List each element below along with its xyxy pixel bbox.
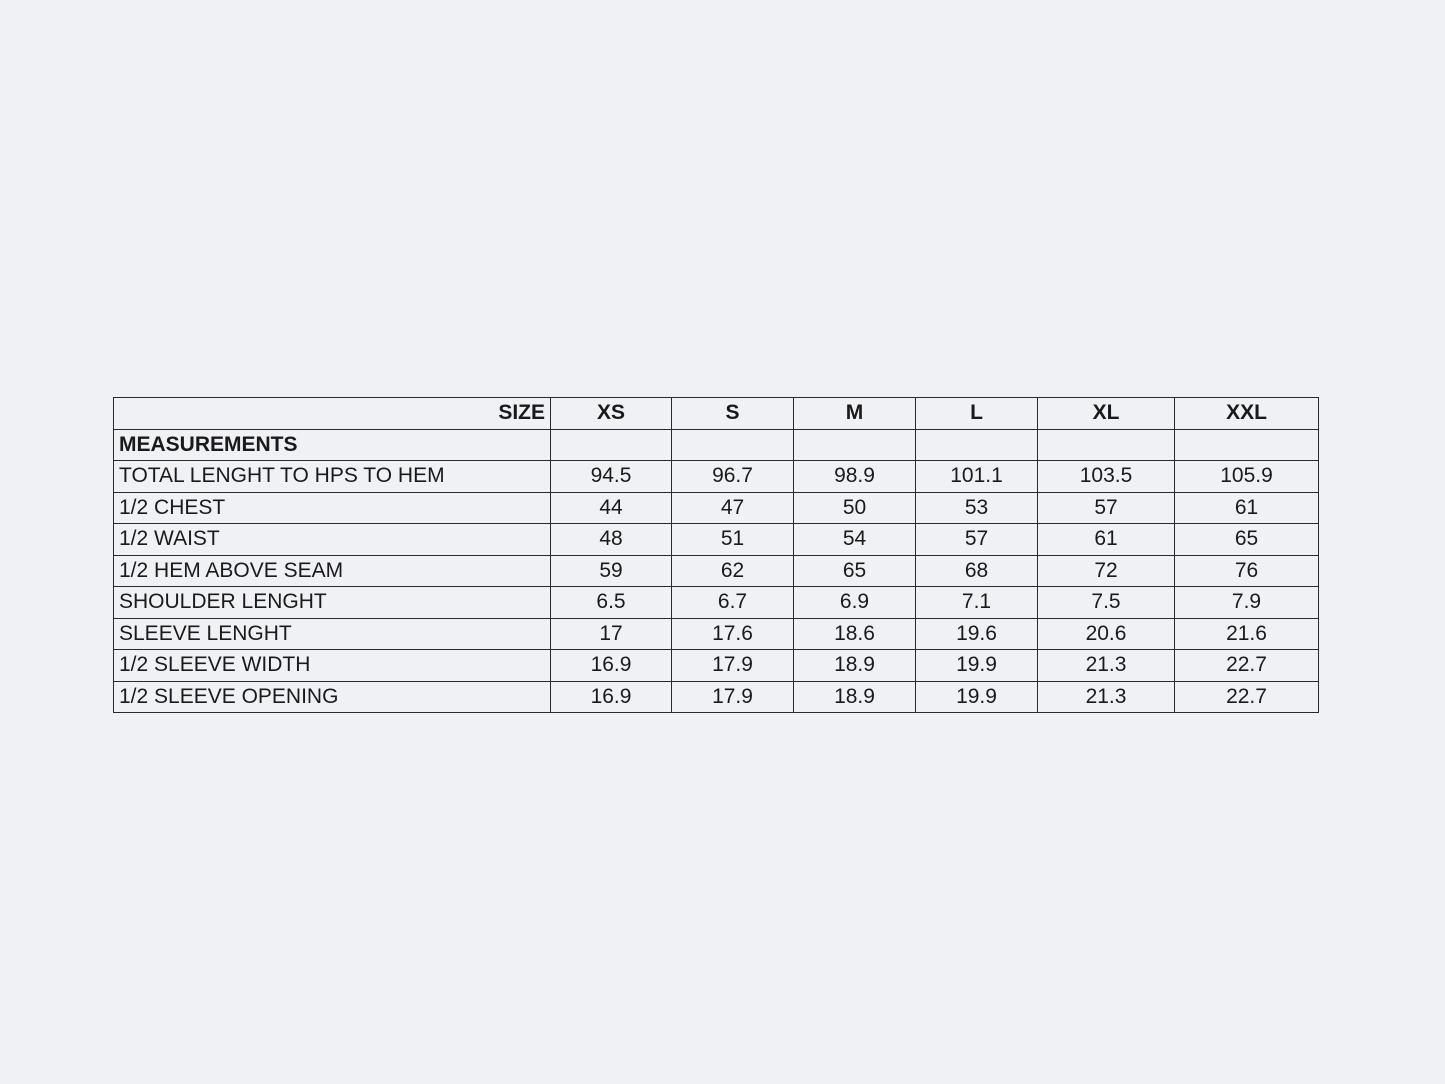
row-label: 1/2 SLEEVE WIDTH — [114, 650, 551, 682]
empty-cell — [551, 429, 672, 461]
table-row — [114, 681, 1319, 713]
row-label: TOTAL LENGHT TO HPS TO HEM — [114, 461, 551, 493]
table-cell: 16.9 — [551, 650, 672, 682]
size-header-xs: XS — [551, 398, 672, 430]
table-cell: 16.9 — [551, 681, 672, 713]
table-row — [114, 461, 1319, 493]
row-label: 1/2 CHEST — [114, 492, 551, 524]
table-row — [114, 524, 1319, 556]
empty-cell — [794, 429, 916, 461]
table-cell: 96.7 — [672, 461, 794, 493]
measurements-section-row — [114, 429, 1319, 461]
table-cell: 61 — [1175, 492, 1319, 524]
table-cell: 17.9 — [672, 650, 794, 682]
size-header-row — [114, 398, 1319, 430]
table-cell: 17 — [551, 618, 672, 650]
table-cell: 21.3 — [1038, 650, 1175, 682]
size-header-m: M — [794, 398, 916, 430]
size-header-l: L — [916, 398, 1038, 430]
table-row — [114, 650, 1319, 682]
size-header-xl: XL — [1038, 398, 1175, 430]
table-cell: 18.9 — [794, 650, 916, 682]
table-cell: 19.9 — [916, 650, 1038, 682]
empty-cell — [672, 429, 794, 461]
table-cell: 7.5 — [1038, 587, 1175, 619]
table-cell: 53 — [916, 492, 1038, 524]
size-header-label: SIZE — [114, 398, 551, 430]
table-cell: 20.6 — [1038, 618, 1175, 650]
table-cell: 6.7 — [672, 587, 794, 619]
table-cell: 98.9 — [794, 461, 916, 493]
table-cell: 48 — [551, 524, 672, 556]
row-label: SHOULDER LENGHT — [114, 587, 551, 619]
table-cell: 17.6 — [672, 618, 794, 650]
table-cell: 103.5 — [1038, 461, 1175, 493]
table-cell: 72 — [1038, 555, 1175, 587]
table-cell: 76 — [1175, 555, 1319, 587]
table-cell: 59 — [551, 555, 672, 587]
table-cell: 47 — [672, 492, 794, 524]
empty-cell — [916, 429, 1038, 461]
table-cell: 18.9 — [794, 681, 916, 713]
table-cell: 19.9 — [916, 681, 1038, 713]
table-cell: 50 — [794, 492, 916, 524]
table-cell: 21.6 — [1175, 618, 1319, 650]
table-cell: 17.9 — [672, 681, 794, 713]
measurements-section-label: MEASUREMENTS — [114, 429, 551, 461]
table-cell: 105.9 — [1175, 461, 1319, 493]
table-cell: 22.7 — [1175, 650, 1319, 682]
table-cell: 6.5 — [551, 587, 672, 619]
row-label: 1/2 SLEEVE OPENING — [114, 681, 551, 713]
size-chart-table — [113, 397, 1319, 713]
table-row — [114, 587, 1319, 619]
empty-cell — [1175, 429, 1319, 461]
row-label: 1/2 HEM ABOVE SEAM — [114, 555, 551, 587]
table-cell: 61 — [1038, 524, 1175, 556]
table-cell: 57 — [916, 524, 1038, 556]
table-cell: 68 — [916, 555, 1038, 587]
table-cell: 18.6 — [794, 618, 916, 650]
table-cell: 22.7 — [1175, 681, 1319, 713]
table-cell: 65 — [794, 555, 916, 587]
row-label: SLEEVE LENGHT — [114, 618, 551, 650]
size-header-s: S — [672, 398, 794, 430]
table-row — [114, 492, 1319, 524]
table-cell: 62 — [672, 555, 794, 587]
table-cell: 7.1 — [916, 587, 1038, 619]
table-cell: 101.1 — [916, 461, 1038, 493]
size-header-xxl: XXL — [1175, 398, 1319, 430]
table-cell: 54 — [794, 524, 916, 556]
table-cell: 7.9 — [1175, 587, 1319, 619]
table-cell: 51 — [672, 524, 794, 556]
table-row — [114, 618, 1319, 650]
table-cell: 19.6 — [916, 618, 1038, 650]
table-cell: 44 — [551, 492, 672, 524]
table-cell: 57 — [1038, 492, 1175, 524]
table-cell: 65 — [1175, 524, 1319, 556]
row-label: 1/2 WAIST — [114, 524, 551, 556]
size-chart-body — [114, 398, 1319, 713]
table-cell: 6.9 — [794, 587, 916, 619]
table-row — [114, 555, 1319, 587]
table-cell: 94.5 — [551, 461, 672, 493]
empty-cell — [1038, 429, 1175, 461]
table-cell: 21.3 — [1038, 681, 1175, 713]
